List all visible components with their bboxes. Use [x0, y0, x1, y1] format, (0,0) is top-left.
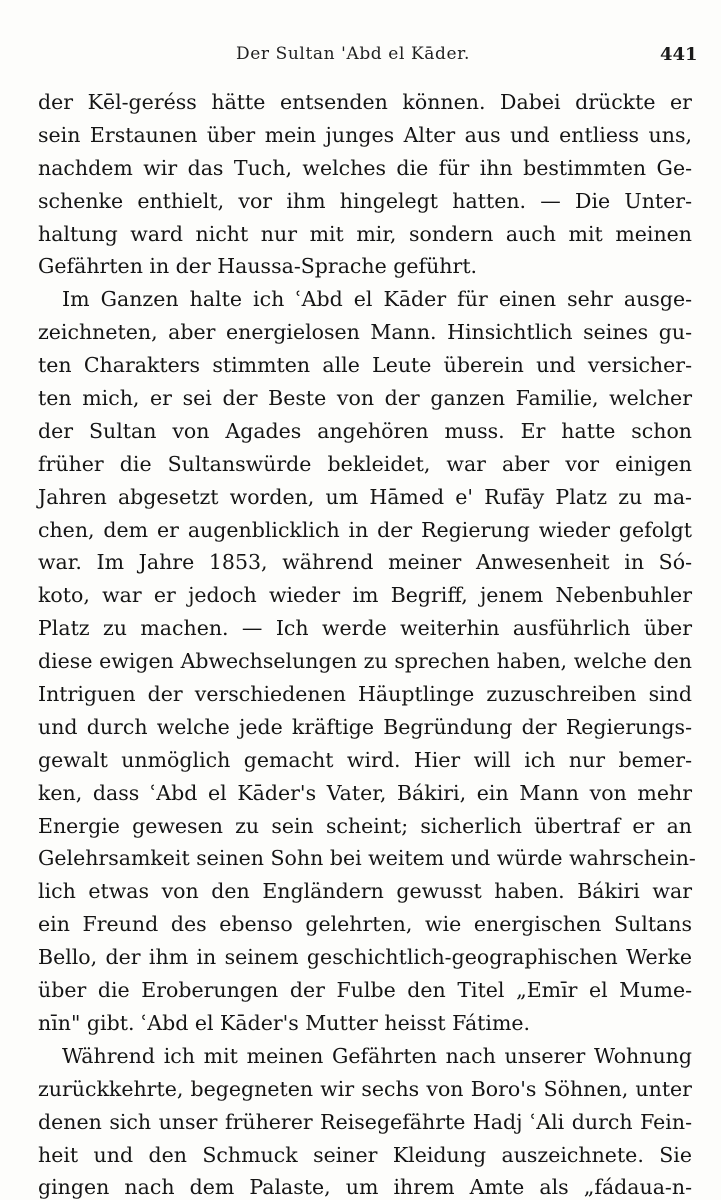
- text-line: schenke enthielt, vor ihm hingelegt hatten. — Die Unter-: [38, 188, 692, 213]
- text-line: heit und den Schmuck seiner Kleidung auszeichnete. Sie: [38, 1142, 692, 1167]
- text-line: diese ewigen Abwechselungen zu sprechen haben, welche den: [38, 649, 692, 674]
- text-line: Im Ganzen halte ich ʿAbd el Kāder für einen sehr ausge-: [62, 287, 692, 312]
- text-line: ken, dass ʿAbd el Kāder's Vater, Bákiri, ein Mann von mehr: [38, 780, 692, 805]
- text-line: Bello, der ihm in seinem geschichtlich-geographischen Werke: [38, 945, 692, 970]
- text-line: der Kēl-geréss hätte entsenden können. Dabei drückte er: [38, 90, 692, 114]
- text-line: der Sultan von Agades angehören muss. Er hatte schon: [38, 418, 692, 443]
- running-head: [0, 44, 721, 72]
- page-number: 441: [660, 44, 698, 65]
- text-line: und durch welche jede kräftige Begründung der Regierungs-: [38, 714, 692, 739]
- text-line: haltung ward nicht nur mit mir, sondern auch mit meinen: [38, 221, 692, 246]
- text-line: Während ich mit meinen Gefährten nach unserer Wohnung: [62, 1043, 692, 1068]
- text-line: denen sich unser früherer Reisegefährte Hadj ʿAli durch Fein-: [38, 1109, 692, 1134]
- text-line: Intriguen der verschiedenen Häuptlinge zuzuschreiben sind: [38, 682, 692, 707]
- text-line: Energie gewesen zu sein scheint; sicherlich übertraf er an: [38, 813, 692, 838]
- text-line: Gefährten in der Haussa-Sprache geführt.: [38, 254, 478, 279]
- text-line: gewalt unmöglich gemacht wird. Hier will ich nur bemer-: [38, 747, 692, 772]
- text-line: über die Eroberungen der Fulbe den Titel „Emīr el Mume-: [38, 978, 692, 1003]
- body-text: [38, 86, 696, 1204]
- text-line: koto, war er jedoch wieder im Begriff, jenem Nebenbuhler: [38, 583, 692, 608]
- text-line: zurückkehrte, begegneten wir sechs von Boro's Söhnen, unter: [38, 1076, 692, 1101]
- text-line: lich etwas von den Engländern gewusst haben. Bákiri war: [38, 879, 692, 904]
- text-line: früher die Sultanswürde bekleidet, war aber vor einigen: [38, 451, 692, 476]
- text-line: nīn" gibt. ʿAbd el Kāder's Mutter heisst Fátime.: [38, 1010, 531, 1035]
- text-line: ten mich, er sei der Beste von der ganzen Familie, welcher: [38, 386, 692, 411]
- text-line: nachdem wir das Tuch, welches die für ihn bestimmten Ge-: [38, 155, 692, 180]
- text-line: Gelehrsamkeit seinen Sohn bei weitem und würde wahrschein-: [38, 846, 696, 871]
- text-line: zeichneten, aber energielosen Mann. Hinsichtlich seines gu-: [38, 320, 692, 345]
- running-title: Der Sultan 'Abd el Kāder.: [236, 44, 471, 64]
- text-line: war. Im Jahre 1853, während meiner Anwesenheit in Só-: [38, 550, 692, 575]
- text-line: gingen nach dem Palaste, um ihrem Amte als „fádaua-n-: [38, 1175, 692, 1200]
- paragraph-2: [38, 283, 696, 1039]
- paragraph-1: [38, 86, 692, 283]
- text-line: ten Charakters stimmten alle Leute überein und versicher-: [38, 353, 692, 378]
- text-line: chen, dem er augenblicklich in der Regierung wieder gefolgt: [38, 517, 692, 542]
- paragraph-3: [38, 1040, 692, 1204]
- text-line: Jahren abgesetzt worden, um Hāmed e' Rufāy Platz zu ma-: [38, 484, 692, 509]
- text-line: sein Erstaunen über mein junges Alter aus und entliess uns,: [38, 122, 692, 147]
- text-line: ein Freund des ebenso gelehrten, wie energischen Sultans: [38, 912, 692, 937]
- text-line: Platz zu machen. — Ich werde weiterhin ausführlich über: [38, 616, 692, 641]
